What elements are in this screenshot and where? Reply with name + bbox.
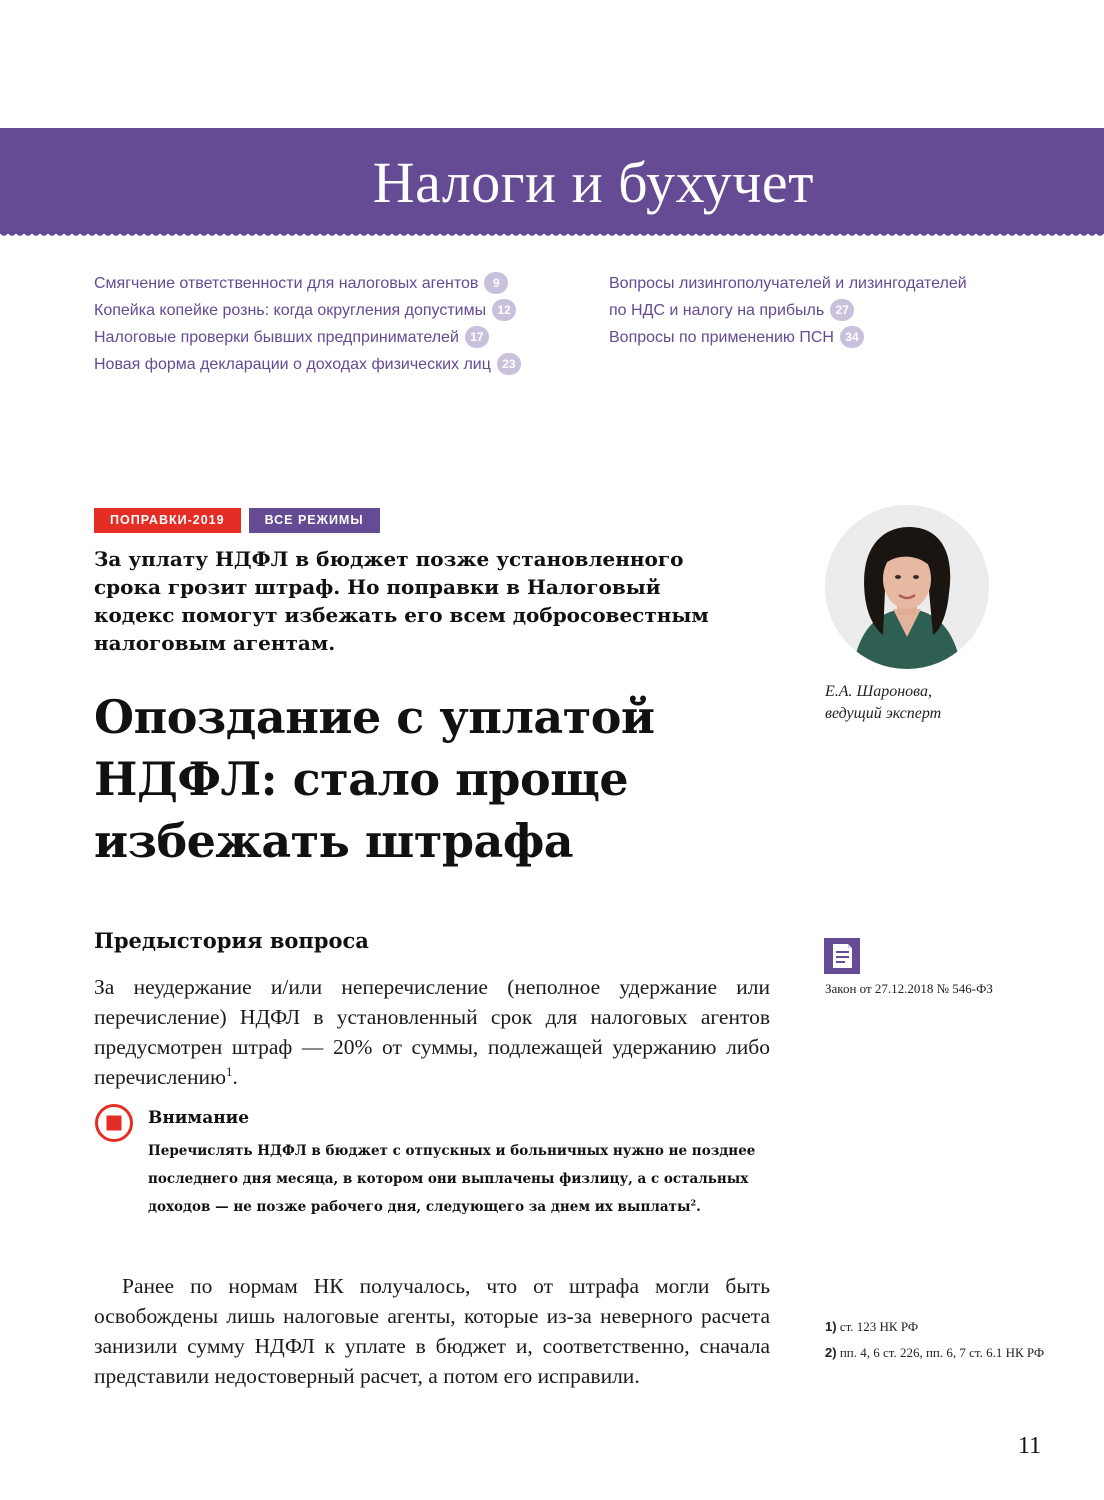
toc-page-badge: 34 xyxy=(840,326,864,348)
attention-title: Внимание xyxy=(148,1108,250,1128)
toc-page-badge: 12 xyxy=(492,299,516,321)
footnote-number: 2) xyxy=(825,1345,837,1360)
footnotes xyxy=(825,1317,1055,1363)
paragraph: Ранее по нормам НК получалось, что от штрафа могли быть освобождены лишь налоговые агенты, которые из-за неверного расчета занизили сумму НДФЛ к уплате в бюджет и, соответственно, сначала представили недостоверный расчет, а потом его исправили. xyxy=(94,1274,770,1388)
toc-item[interactable] xyxy=(609,297,967,324)
toc-item-text: Вопросы лизингополучателей и лизингодателей xyxy=(609,275,967,292)
toc-right xyxy=(609,270,967,351)
toc-item-text: Новая форма декларации о доходах физических лиц xyxy=(94,356,491,373)
paragraph-text: За неудержание и/или неперечисление (неполное удержание или перечисление) НДФЛ в установленный срок для налоговых агентов предусмотрен штраф — 20% от суммы, подлежащей удержанию либо перечислению xyxy=(94,975,770,1089)
toc-item[interactable] xyxy=(94,351,521,378)
tag-amendments-2019: ПОПРАВКИ-2019 xyxy=(94,508,241,533)
toc-item[interactable] xyxy=(94,297,521,324)
attention-body: Перечислять НДФЛ в бюджет с отпускных и больничных нужно не позднее последнего дня месяца, в котором они выплачены физлицу, а с остальных доходов — не позже рабочего дня, следующего за днем их выплаты xyxy=(148,1143,756,1215)
toc-item[interactable] xyxy=(94,324,521,351)
toc-item-text: Вопросы по применению ПСН xyxy=(609,329,834,346)
toc-item-text: Налоговые проверки бывших предпринимателей xyxy=(94,329,459,346)
author-caption xyxy=(825,681,941,725)
footnote-ref: 1 xyxy=(226,1064,233,1079)
toc-item-text: по НДС и налогу на прибыль xyxy=(609,302,825,319)
footnote-text: ст. 123 НК РФ xyxy=(839,1319,919,1334)
page-number: 11 xyxy=(1018,1433,1042,1459)
toc-page-badge: 9 xyxy=(484,272,508,294)
toc-left xyxy=(94,270,521,378)
attention-icon xyxy=(94,1103,134,1143)
tag-all-regimes: ВСЕ РЕЖИМЫ xyxy=(249,508,380,533)
toc-item-text: Смягчение ответственности для налоговых агентов xyxy=(94,275,479,292)
toc-page-badge: 23 xyxy=(497,353,521,375)
author-role: ведущий эксперт xyxy=(825,705,942,722)
author-name: Е.А. Шаронова, xyxy=(825,683,933,700)
footnote-text: пп. 4, 6 ст. 226, пп. 6, 7 ст. 6.1 НК РФ xyxy=(839,1345,1045,1360)
toc-item-text: Копейка копейке рознь: когда округления допустимы xyxy=(94,302,487,319)
headline-line: Опоздание с уплатой xyxy=(94,690,655,744)
toc-item[interactable] xyxy=(609,324,967,351)
toc-page-badge: 27 xyxy=(830,299,854,321)
document-icon xyxy=(824,938,860,974)
footnote-ref: 2 xyxy=(690,1197,697,1208)
toc-item[interactable] xyxy=(94,270,521,297)
footnote xyxy=(825,1317,1055,1337)
attention-text xyxy=(148,1137,764,1221)
toc-item[interactable] xyxy=(609,270,967,297)
attention-end: . xyxy=(696,1199,701,1215)
law-reference: Закон от 27.12.2018 № 546-ФЗ xyxy=(825,981,993,996)
footnote xyxy=(825,1343,1055,1363)
article-tags xyxy=(94,508,380,533)
paragraph-end: . xyxy=(232,1065,238,1089)
toc-page-badge: 17 xyxy=(465,326,489,348)
headline-line: НДФЛ: стало проще xyxy=(94,752,629,806)
article-lead: За уплату НДФЛ в бюджет позже установленного срока грозит штраф. Но поправки в Налоговый кодекс помогут избежать его всем добросовестным налоговым агентам. xyxy=(94,547,709,655)
section-title: Налоги и бухучет xyxy=(372,150,814,215)
subsection-title: Предыстория вопроса xyxy=(94,928,369,953)
paragraph xyxy=(94,972,770,1092)
article-headline xyxy=(94,686,774,872)
author-photo xyxy=(825,505,989,669)
headline-line: избежать штрафа xyxy=(94,814,574,868)
footnote-number: 1) xyxy=(825,1319,837,1334)
